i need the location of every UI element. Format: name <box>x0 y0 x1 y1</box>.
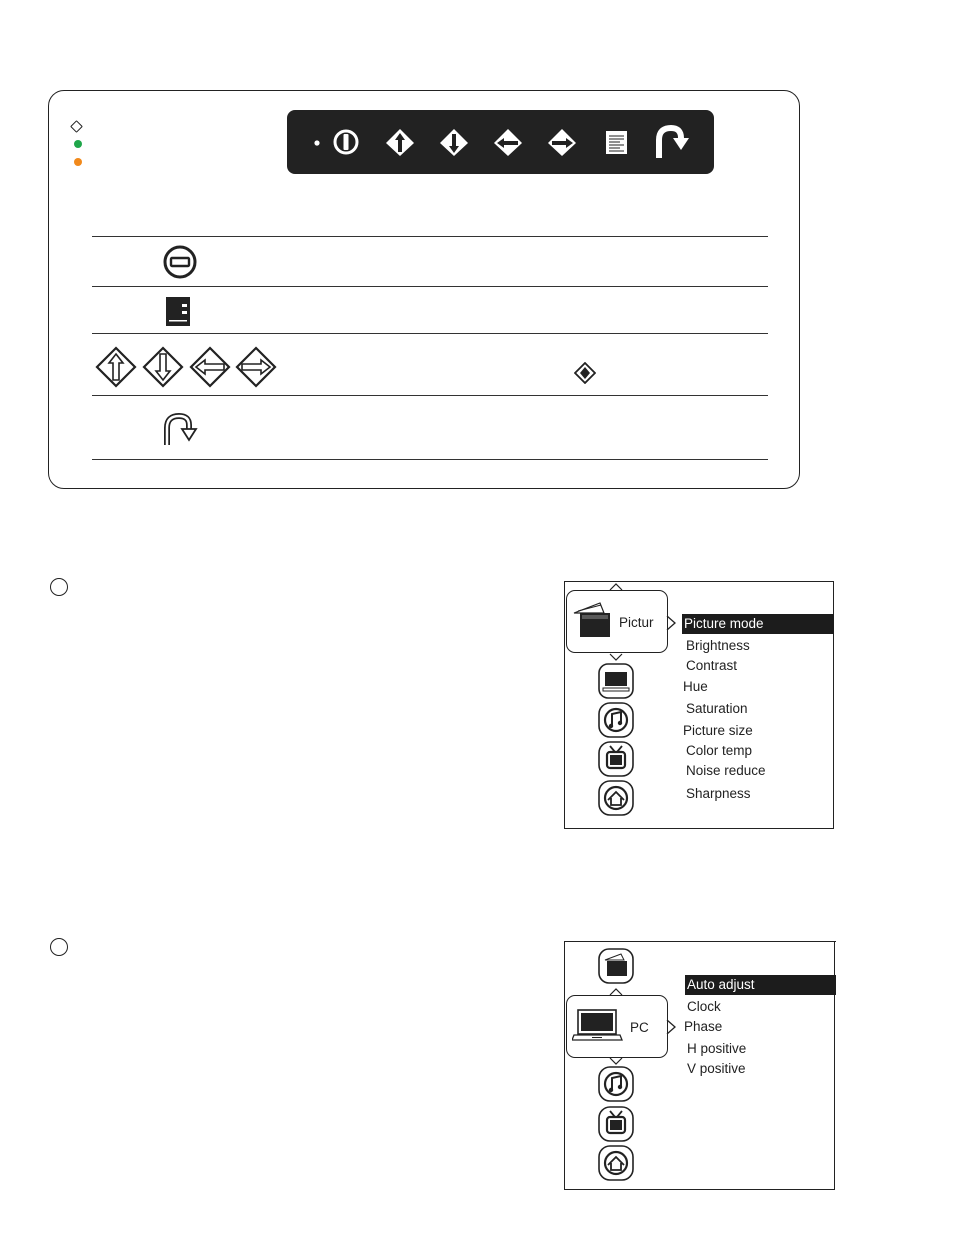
picture-tab-label: Pictur <box>619 615 654 630</box>
power-icon <box>162 244 198 280</box>
table-divider <box>92 395 768 396</box>
enter-icon <box>574 362 596 384</box>
power-icon <box>335 131 357 153</box>
menu-item-color-temp[interactable]: Color temp <box>686 743 753 758</box>
down-arrow-icon <box>144 348 182 386</box>
picture-icon <box>599 949 633 983</box>
picture-tab[interactable] <box>566 590 668 653</box>
tv-icon <box>599 1107 633 1141</box>
orange-led-indicator <box>74 158 82 166</box>
up-arrow-icon <box>386 129 414 156</box>
keypad-icons <box>287 110 714 174</box>
menu-item-v-positive[interactable]: V positive <box>687 1061 746 1076</box>
picture-icon <box>572 599 614 641</box>
pc-tab-label: PC <box>630 1020 649 1035</box>
home-icon <box>599 781 633 815</box>
pc-icon <box>572 1008 624 1044</box>
left-arrow-icon <box>494 129 522 156</box>
step-marker-1 <box>50 578 68 596</box>
chevron-right-icon <box>666 1018 678 1036</box>
menu-item-sharpness[interactable]: Sharpness <box>686 786 751 801</box>
menu-item-auto-adjust[interactable]: Auto adjust <box>685 975 836 995</box>
arrow-keys-icon-group <box>94 345 280 389</box>
pc-tab[interactable] <box>566 995 668 1058</box>
left-arrow-icon <box>191 348 229 386</box>
menu-item-picture-mode[interactable]: Picture mode <box>682 614 834 634</box>
menu-icon <box>164 296 192 328</box>
right-arrow-icon <box>548 129 576 156</box>
picture-menu-screen <box>564 581 834 829</box>
table-divider <box>92 333 768 334</box>
pc-icon <box>599 664 633 698</box>
menu-icon <box>606 131 627 154</box>
table-divider <box>92 286 768 287</box>
music-icon <box>599 703 633 737</box>
menu-item-phase[interactable]: Phase <box>684 1019 723 1034</box>
tv-icon <box>599 742 633 776</box>
menu-item-saturation[interactable]: Saturation <box>686 701 748 716</box>
menu-item-hue[interactable]: Hue <box>683 679 708 694</box>
menu-side-icons <box>565 941 685 1189</box>
menu-item-h-positive[interactable]: H positive <box>687 1041 747 1056</box>
menu-item-brightness[interactable]: Brightness <box>686 638 750 653</box>
table-divider <box>92 236 768 237</box>
return-icon <box>160 412 198 448</box>
keypad-bar <box>287 110 714 174</box>
menu-item-noise-reduce[interactable]: Noise reduce <box>686 763 766 778</box>
menu-item-clock[interactable]: Clock <box>687 999 721 1014</box>
menu-item-picture-size[interactable]: Picture size <box>683 723 753 738</box>
green-led-indicator <box>74 140 82 148</box>
chevron-right-icon <box>666 614 678 632</box>
home-icon <box>599 1146 633 1180</box>
right-arrow-icon <box>237 348 275 386</box>
pc-menu-screen <box>564 941 835 1190</box>
return-icon <box>659 128 689 158</box>
down-arrow-icon <box>440 129 468 156</box>
step-marker-2 <box>50 938 68 956</box>
music-icon <box>599 1067 633 1101</box>
menu-item-contrast[interactable]: Contrast <box>686 658 738 673</box>
table-divider <box>92 459 768 460</box>
up-arrow-icon <box>97 348 135 386</box>
led-dot <box>314 140 319 145</box>
